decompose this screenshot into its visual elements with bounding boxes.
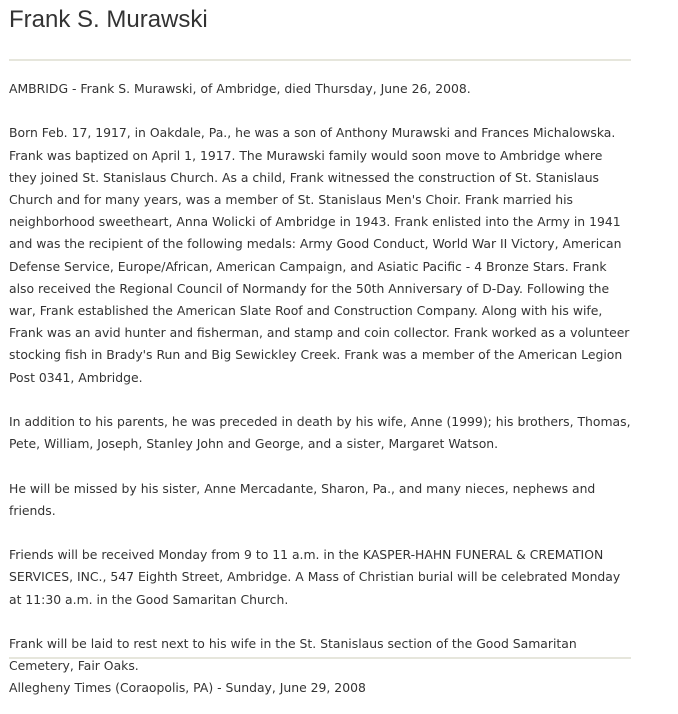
- visitation-paragraph: Friends will be received Monday from 9 to 11 a.m. in the KASPER-HAHN FUNERAL & CREMATION SERVICES, INC., 547 Eighth Street, Ambridge. A Mass of Christian burial will be celebrated Monday at 11:30 a.m. in the Good Samaritan Church.: [9, 547, 621, 607]
- publication-source: Allegheny Times (Coraopolis, PA) - Sunday, June 29, 2008: [9, 680, 366, 695]
- bottom-divider: [9, 657, 631, 659]
- biography-paragraph: Born Feb. 17, 1917, in Oakdale, Pa., he was a son of Anthony Murawski and Frances Michalowska. Frank was baptized on April 1, 1917. The Murawski family would soon move to Ambridge where they joined St. Stanislaus Church. As a child, Frank witnessed the construction of St. Stanislaus Church and for many years, was a member of St. Stanislaus Men's Choir. Frank married his neighborhood sweetheart, Anna Wolicki of Ambridge in 1943. Frank enlisted into the Army in 1941 and was the recipient of the following medals: Army Good Conduct, World War II Victory, American Defense Service, Europe/African, American Campaign, and Asiatic Pacific - 4 Bronze Stars. Frank also received the Regional Council of Normandy for the 50th Anniversary of D-Day. Following the war, Frank established the American Slate Roof and Construction Company. Along with his wife, Frank was an avid hunter and fisherman, and stamp and coin collector. Frank worked as a volunteer stocking fish in Brady's Run and Big Sewickley Creek. Frank was a member of the American Legion Post 0341, Ambridge.: [9, 125, 630, 385]
- preceded-in-death-paragraph: In addition to his parents, he was preceded in death by his wife, Anne (1999); his brothers, Thomas, Pete, William, Joseph, Stanley John and George, and a sister, Margaret Watson.: [9, 414, 631, 452]
- death-notice-paragraph: AMBRIDG - Frank S. Murawski, of Ambridge, died Thursday, June 26, 2008.: [9, 81, 471, 96]
- burial-paragraph: Frank will be laid to rest next to his wife in the St. Stanislaus section of the Good Samaritan Cemetery, Fair Oaks.: [9, 636, 577, 674]
- top-divider: [9, 59, 631, 61]
- obituary-body: [9, 78, 631, 700]
- survivors-paragraph: He will be missed by his sister, Anne Mercadante, Sharon, Pa., and many nieces, nephews and friends.: [9, 480, 596, 518]
- obituary-title: Frank S. Murawski: [9, 6, 208, 33]
